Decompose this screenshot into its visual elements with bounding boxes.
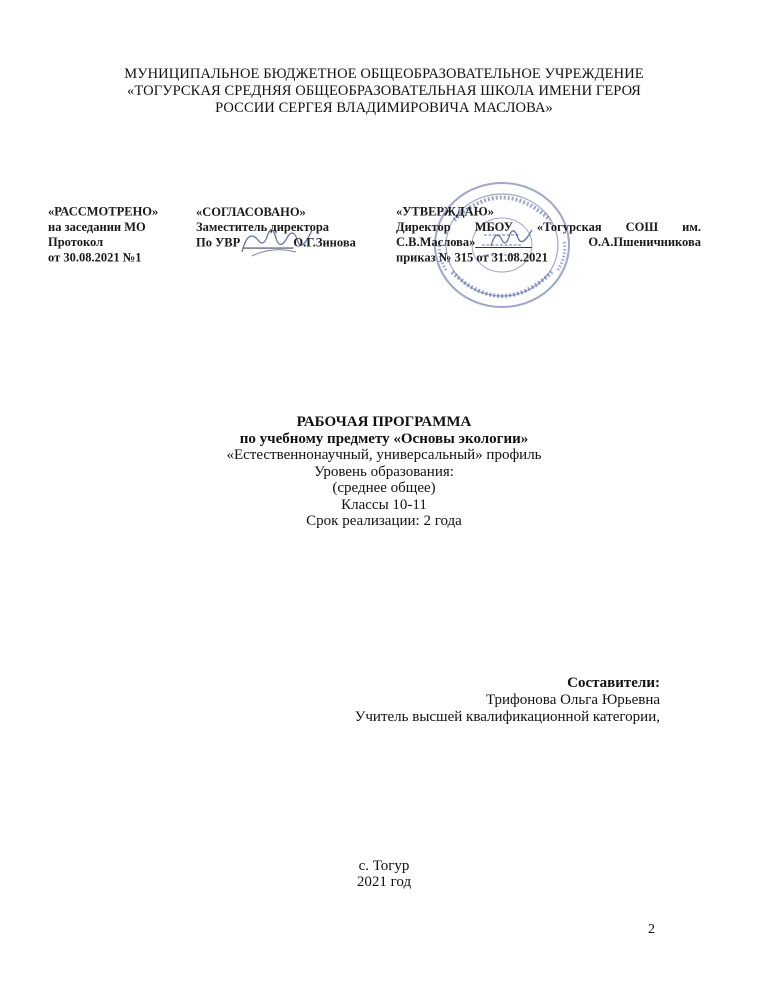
year: 2021 год	[356, 874, 412, 890]
reviewed-line-2: Протокол	[48, 235, 104, 250]
agreed-line-2: По УВР ________О.Г.Зинова	[196, 235, 356, 250]
place: с. Тогур	[358, 858, 410, 874]
director-signature-image	[488, 224, 536, 252]
approved-line-3: приказ № 315 от 31.08.2021	[396, 250, 548, 265]
program-subject: по учебному предмету «Основы экологии»	[239, 430, 529, 447]
program-term: Срок реализации: 2 года	[306, 513, 462, 529]
program-level-label: Уровень образования:	[314, 463, 454, 480]
agreed-line-1: Заместитель директора	[196, 219, 330, 235]
approved-block	[396, 204, 701, 265]
program-profile: «Естественнонаучный, универсальный» профиль	[226, 447, 542, 463]
deputy-signature-image	[238, 222, 316, 260]
program-title: РАБОЧАЯ ПРОГРАММА	[296, 414, 472, 430]
program-grades: Классы 10-11	[341, 496, 427, 513]
page-number: 2	[648, 922, 655, 937]
approved-line-2: С.В.Маслова»_________ О.А.Пшеничникова	[396, 235, 701, 250]
authors-label: Составители:	[567, 675, 660, 691]
author-name: Трифонова Ольга Юрьевна	[485, 692, 660, 708]
approved-line-1: Директор МБОУ «Тогурская СОШ им.	[396, 219, 701, 234]
reviewed-heading: «РАССМОТРЕНО»	[48, 204, 159, 219]
reviewed-line-3: от 30.08.2021 №1	[48, 250, 142, 265]
program-level: (среднее общее)	[332, 480, 436, 496]
author-position: Учитель высшей квалификационной категории,	[354, 709, 660, 725]
header-line-3: РОССИИ СЕРГЕЯ ВЛАДИМИРОВИЧА МАСЛОВА»	[215, 100, 553, 116]
agreed-heading: «СОГЛАСОВАНО»	[196, 204, 306, 219]
header-line-1: МУНИЦИПАЛЬНОЕ БЮДЖЕТНОЕ ОБЩЕОБРАЗОВАТЕЛЬНОЕ УЧРЕЖДЕНИЕ	[124, 66, 644, 82]
authors-block	[355, 675, 660, 726]
reviewed-line-1: на заседании МО	[48, 219, 146, 234]
school-header	[0, 66, 768, 117]
header-line-2: «ТОГУРСКАЯ СРЕДНЯЯ ОБЩЕОБРАЗОВАТЕЛЬНАЯ ШКОЛА ИМЕНИ ГЕРОЯ	[127, 83, 641, 99]
program-title-block	[0, 414, 768, 530]
reviewed-block	[48, 204, 188, 265]
place-year-block	[0, 858, 768, 890]
approved-heading: «УТВЕРЖДАЮ»	[396, 204, 494, 219]
